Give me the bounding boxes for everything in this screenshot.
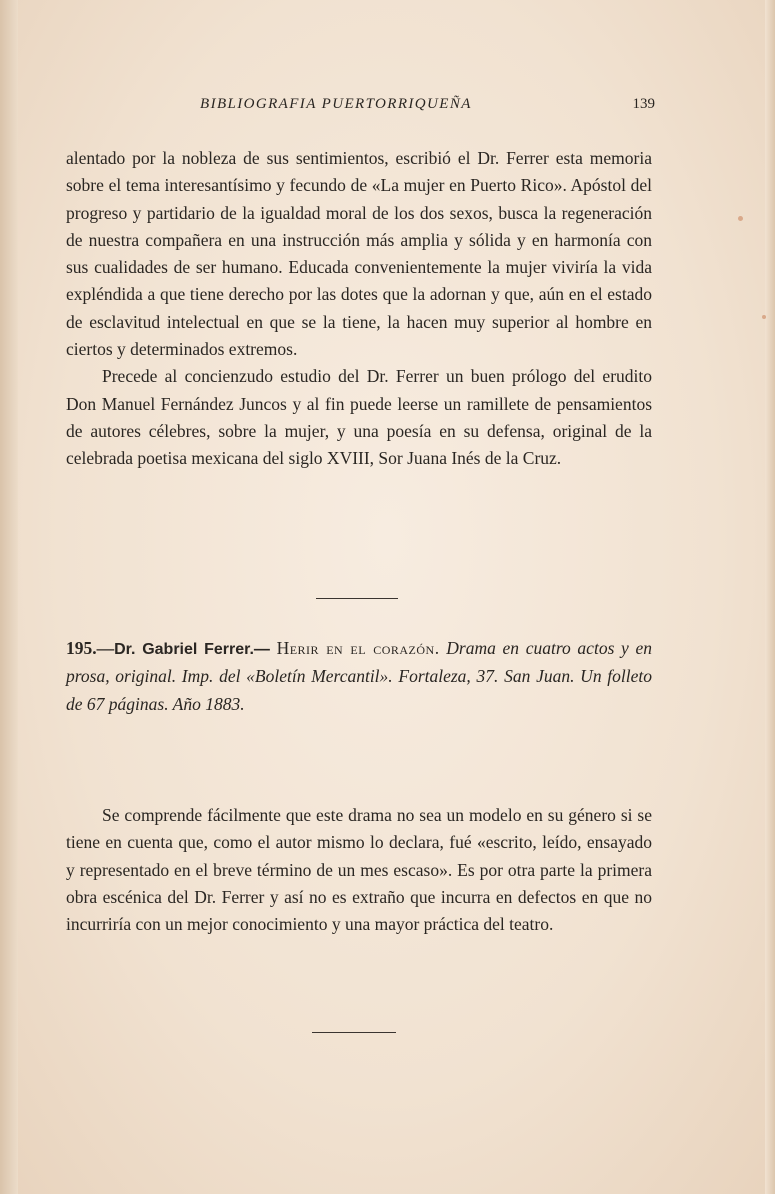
paper-spot (762, 315, 766, 319)
page-right-edge (765, 0, 775, 1194)
paragraph: Se comprende fácilmente que este drama no sea un modelo en su género si se tiene en cuenta que, como el autor mismo lo declara, fué «escrito, leído, ensayado y representado en el breve término de un mes escaso». Es por otra parte la primera obra escénica del Dr. Ferrer y así no es extraño que incurra en defectos en que no incurriría con un mejor conocimiento y una mayor práctica del teatro. (66, 805, 652, 935)
section-1-text (66, 145, 652, 473)
paragraph: alentado por la nobleza de sus sentimientos, escribió el Dr. Ferrer esta memoria sobre el tema interesantísimo y fecundo de «La mujer en Puerto Rico». Apóstol del progreso y partidario de la igualdad moral de los dos sexos, busca la regeneración de nuestra compañera en una instrucción más amplia y sólida y en harmonía con sus cualidades de ser humano. Educada convenientemente la mujer viviría la vida expléndida a que tiene derecho por las dotes que la adornan y que, aún en el estado de esclavitud intelectual en que se la tiene, la hacen muy superior al hombre en ciertos y determinados extremos. (66, 148, 652, 360)
entry-author: Dr. Gabriel Ferrer.— (114, 641, 270, 658)
entry-work-title: Herir en el corazón. (276, 638, 440, 658)
entry-number: 195.— (66, 638, 115, 658)
end-divider (312, 1032, 396, 1033)
bibliography-entry-195 (66, 635, 652, 718)
paper-spot (738, 216, 743, 221)
paragraph: Precede al concienzudo estudio del Dr. Ferrer un buen prólogo del erudito Don Manuel Fernández Juncos y al fin puede leerse un ramillete de pensamientos de autores célebres, sobre la mujer, y una poesía en su defensa, original de la celebrada poetisa mexicana del siglo XVIII, Sor Juana Inés de la Cruz. (66, 366, 652, 469)
entry-description: Drama en cuatro actos y en prosa, original. Imp. del «Boletín Mercantil». Fortaleza, 37. San Juan. Un folleto de 67 páginas. Año 1883. (66, 638, 653, 714)
running-title: BIBLIOGRAFIA PUERTORRIQUEÑA (200, 96, 472, 112)
section-divider (316, 598, 398, 599)
section-2-text (66, 802, 652, 938)
page-number: 139 (632, 96, 655, 112)
page-left-edge (0, 0, 18, 1194)
